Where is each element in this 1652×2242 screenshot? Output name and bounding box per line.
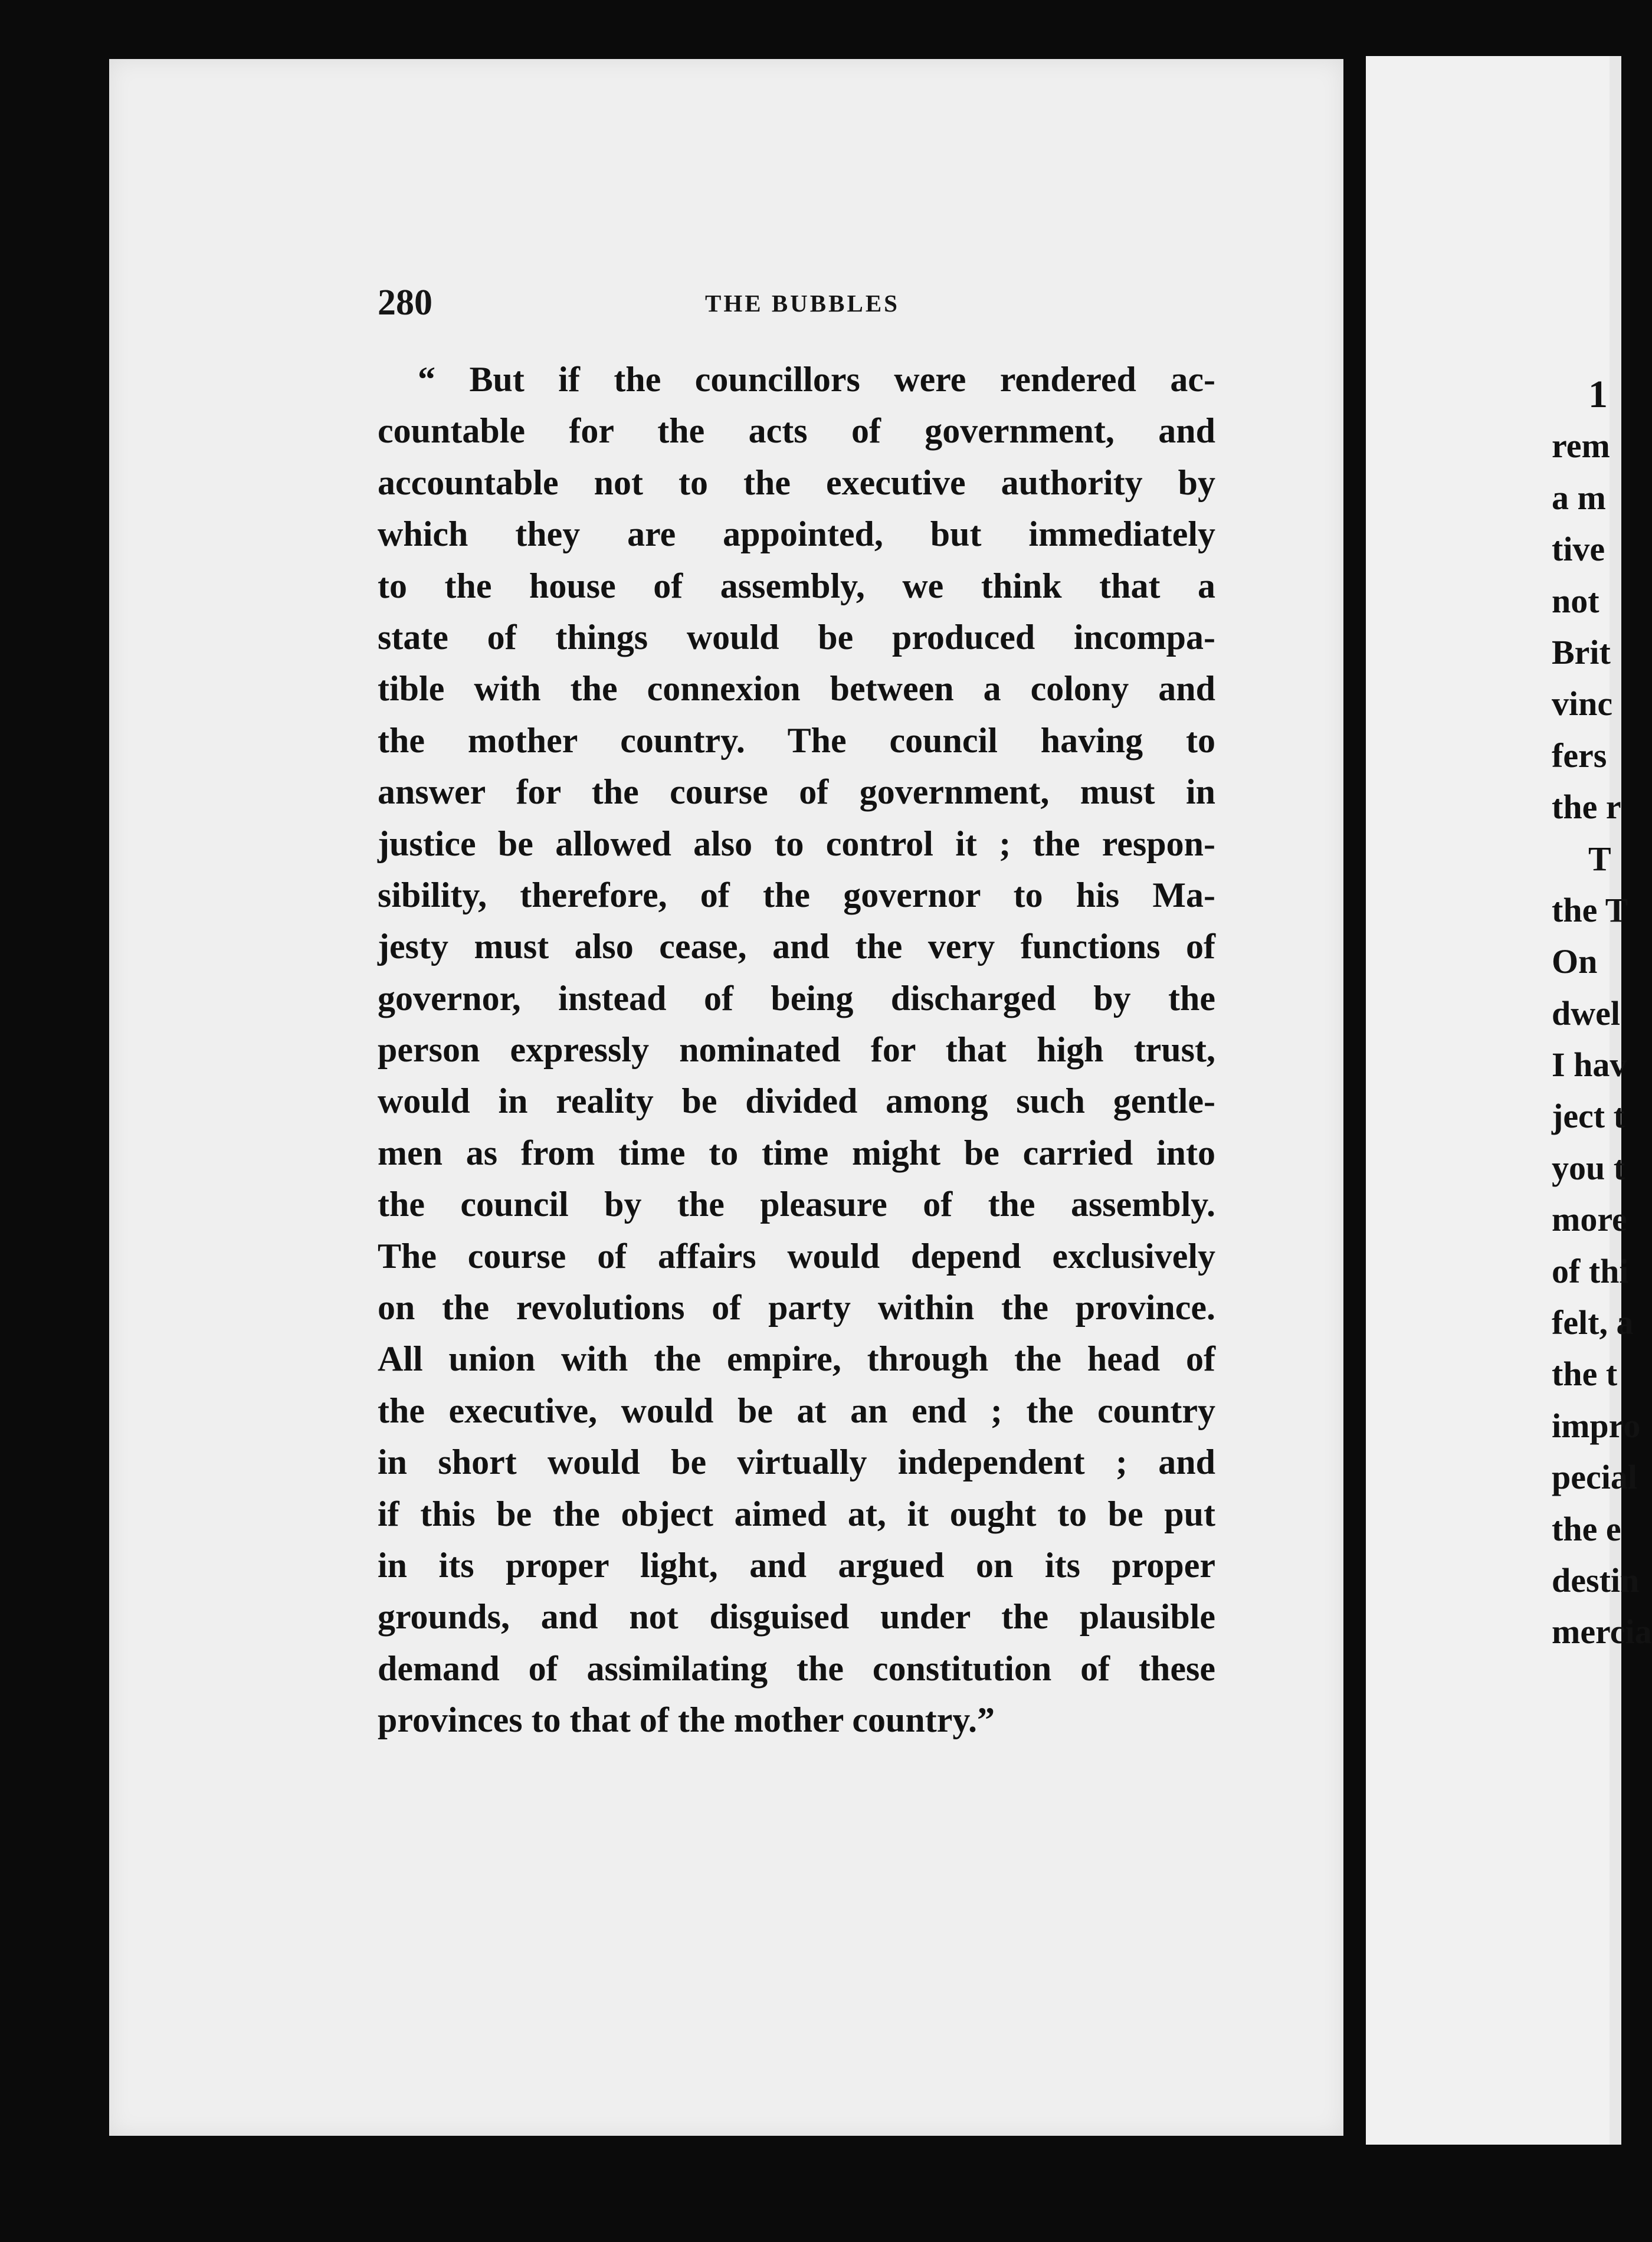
- text-line: “ But if the councillors were rendered ac-: [418, 360, 1215, 399]
- text-line: provinces to that of the mother country.”: [378, 1700, 995, 1740]
- text-fragment: the T: [1552, 890, 1628, 929]
- text-line: which they are appointed, but immediately: [378, 514, 1215, 554]
- text-line: justice be allowed also to control it ; the respon-: [378, 824, 1215, 863]
- text-line: jesty must also cease, and the very functions of: [378, 927, 1215, 966]
- text-line: The course of affairs would depend exclusively: [378, 1236, 1215, 1276]
- text-fragment: I hav: [1552, 1045, 1627, 1084]
- page-number: 280: [378, 283, 432, 323]
- running-head: [378, 282, 1204, 323]
- text-fragment: ject t: [1552, 1097, 1625, 1136]
- text-fragment: On: [1552, 942, 1598, 981]
- text-fragment: T: [1588, 839, 1611, 878]
- text-fragment: more: [1552, 1200, 1627, 1239]
- text-line: accountable not to the executive authority by: [378, 463, 1215, 502]
- text-line: governor, instead of being discharged by the: [378, 978, 1215, 1018]
- text-line: in its proper light, and argued on its proper: [378, 1545, 1215, 1585]
- text-fragment: pecial: [1552, 1458, 1637, 1497]
- right-page-text: [1552, 369, 1652, 1658]
- text-line: men as from time to time might be carried into: [378, 1133, 1215, 1172]
- text-fragment: 1: [1588, 373, 1608, 416]
- running-title: THE BUBBLES: [705, 290, 900, 317]
- text-fragment: destin: [1552, 1561, 1640, 1599]
- body-text: [378, 354, 1215, 1746]
- text-line: grounds, and not disguised under the plausible: [378, 1597, 1215, 1637]
- text-fragment: of thi: [1552, 1251, 1629, 1290]
- text-fragment: mercia: [1552, 1612, 1652, 1651]
- text-fragment: impro: [1552, 1406, 1641, 1445]
- text-line: state of things would be produced incompa-: [378, 617, 1215, 657]
- text-fragment: you t: [1552, 1148, 1625, 1187]
- text-line: the executive, would be at an end ; the country: [378, 1391, 1215, 1430]
- text-line: demand of assimilating the constitution of these: [378, 1648, 1215, 1688]
- text-line: on the revolutions of party within the province.: [378, 1288, 1215, 1328]
- text-fragment: rem: [1552, 427, 1610, 466]
- book-spine: [1343, 56, 1366, 2145]
- text-line: All union with the empire, through the head of: [378, 1339, 1215, 1379]
- text-line: in short would be virtually independent ; and: [378, 1443, 1215, 1482]
- text-fragment: vinc: [1552, 684, 1613, 723]
- text-fragment: Brit: [1552, 632, 1611, 671]
- text-line: tible with the connexion between a colony and: [378, 669, 1215, 709]
- text-fragment: the e: [1552, 1509, 1621, 1548]
- text-fragment: the r: [1552, 788, 1621, 827]
- text-fragment: the t: [1552, 1355, 1618, 1394]
- text-line: sibility, therefore, of the governor to his Ma-: [378, 875, 1215, 914]
- text-line: person expressly nominated for that high trust,: [378, 1030, 1215, 1070]
- text-fragment: fers: [1552, 736, 1607, 775]
- text-line: if this be the object aimed at, it ought to be put: [378, 1494, 1215, 1533]
- text-line: countable for the acts of government, and: [378, 411, 1215, 451]
- text-line: to the house of assembly, we think that a: [378, 566, 1215, 605]
- text-line: the council by the pleasure of the assembly.: [378, 1185, 1215, 1224]
- text-fragment: not: [1552, 581, 1599, 620]
- text-line: would in reality be divided among such gentle-: [378, 1081, 1215, 1121]
- text-fragment: a m: [1552, 478, 1606, 517]
- text-fragment: felt, a: [1552, 1303, 1634, 1342]
- text-fragment: dwel: [1552, 994, 1620, 1032]
- text-line: answer for the course of government, must in: [378, 772, 1215, 812]
- text-line: the mother country. The council having to: [378, 720, 1215, 760]
- text-fragment: tive: [1552, 530, 1605, 569]
